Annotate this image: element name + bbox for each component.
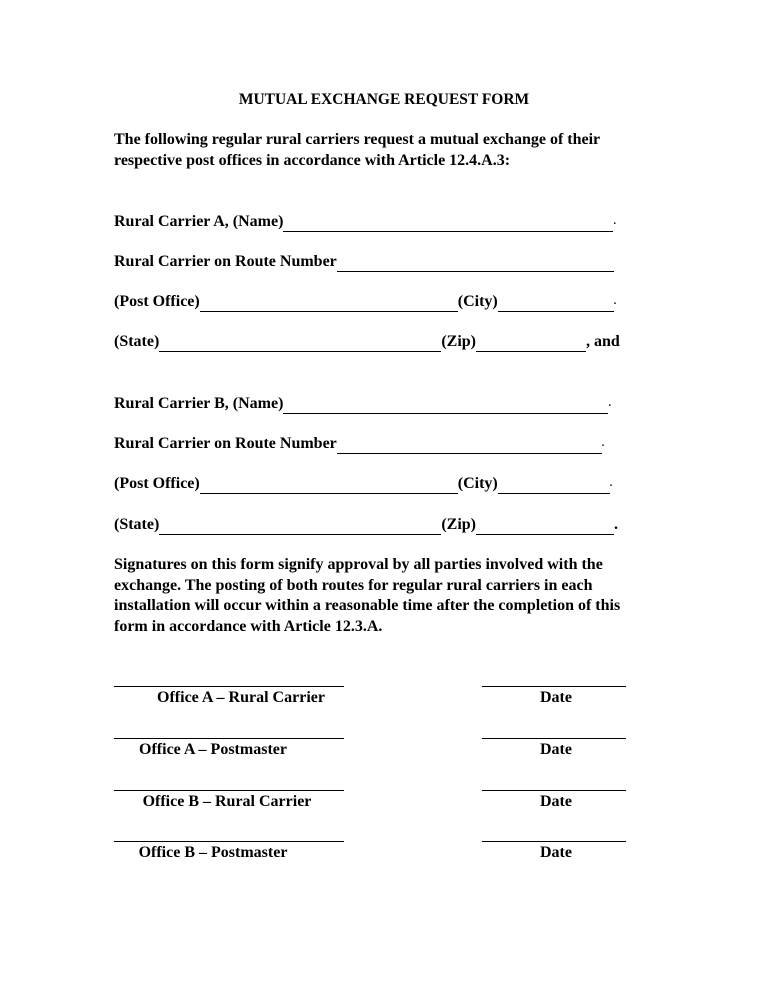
office-b-carrier-date-label: Date	[540, 793, 572, 810]
carrier-b-state-field[interactable]	[159, 519, 441, 535]
carrier-a-end-text: , and	[585, 333, 620, 350]
office-b-postmaster-label: Office B – Postmaster	[138, 844, 288, 861]
carrier-b-zip-label: (Zip)	[441, 516, 476, 533]
carrier-a-route-row	[114, 252, 614, 272]
field-end-dot: .	[609, 478, 613, 489]
carrier-a-name-label: Rural Carrier A, (Name)	[114, 213, 284, 230]
office-a-carrier-label: Office A – Rural Carrier	[157, 689, 325, 706]
carrier-a-post-office-field[interactable]	[200, 296, 458, 312]
carrier-b-post-office-field[interactable]	[200, 478, 458, 494]
carrier-b-state-label: (State)	[114, 516, 160, 533]
carrier-a-state-field[interactable]	[159, 336, 441, 352]
carrier-b-route-row	[114, 434, 604, 454]
office-b-carrier-date-line[interactable]	[482, 790, 626, 791]
office-a-carrier-date-line[interactable]	[482, 686, 626, 687]
office-a-postmaster-label: Office A – Postmaster	[139, 741, 287, 758]
office-b-carrier-label: Office B – Rural Carrier	[142, 793, 312, 810]
office-a-carrier-date-label: Date	[540, 689, 572, 706]
carrier-b-post-office-row	[114, 474, 612, 494]
office-a-postmaster-date-line[interactable]	[482, 738, 626, 739]
field-end-dot: .	[601, 438, 605, 449]
carrier-b-name-field[interactable]	[283, 398, 608, 414]
carrier-a-zip-field[interactable]	[476, 336, 586, 352]
office-b-carrier-signature-line[interactable]	[114, 790, 344, 791]
field-end-dot: .	[613, 296, 617, 307]
form-title: MUTUAL EXCHANGE REQUEST FORM	[238, 91, 530, 108]
carrier-a-name-row	[114, 212, 616, 232]
carrier-a-name-field[interactable]	[283, 216, 613, 232]
carrier-b-route-label: Rural Carrier on Route Number	[114, 435, 337, 452]
office-a-carrier-signature-line[interactable]	[114, 686, 344, 687]
carrier-b-name-row	[114, 394, 611, 414]
carrier-b-zip-field[interactable]	[476, 519, 614, 535]
carrier-b-post-office-label: (Post Office)	[114, 475, 200, 492]
office-b-postmaster-date-label: Date	[540, 844, 572, 861]
signature-note-paragraph: Signatures on this form signify approval by all parties involved with the exchange. The posting of both routes for regular rural carriers in each installation will occur within a reasonable time after the completion of this form in accordance with Article 12.3.A.	[114, 556, 621, 635]
carrier-b-name-label: Rural Carrier B, (Name)	[114, 395, 284, 412]
carrier-a-route-label: Rural Carrier on Route Number	[114, 253, 337, 270]
intro-paragraph: The following regular rural carriers request a mutual exchange of their respective post offices in accordance with Article 12.4.A.3:	[114, 131, 600, 169]
field-end-dot: .	[608, 398, 611, 409]
carrier-b-route-field[interactable]	[337, 438, 602, 454]
office-a-postmaster-signature-line[interactable]	[114, 738, 344, 739]
field-end-dot: .	[613, 216, 616, 227]
office-b-postmaster-signature-line[interactable]	[114, 841, 344, 842]
carrier-b-city-label: (City)	[457, 475, 498, 492]
carrier-a-post-office-label: (Post Office)	[114, 293, 200, 310]
carrier-a-state-row	[114, 332, 620, 352]
office-b-postmaster-date-line[interactable]	[482, 841, 626, 842]
carrier-b-city-field[interactable]	[498, 478, 610, 494]
carrier-a-state-label: (State)	[114, 333, 160, 350]
carrier-a-zip-label: (Zip)	[441, 333, 476, 350]
carrier-a-route-field[interactable]	[337, 256, 614, 272]
office-a-postmaster-date-label: Date	[540, 741, 572, 758]
carrier-b-state-row	[114, 515, 618, 535]
carrier-a-city-field[interactable]	[498, 296, 614, 312]
carrier-b-end-text: .	[613, 516, 618, 533]
carrier-a-city-label: (City)	[457, 293, 498, 310]
carrier-a-post-office-row	[114, 292, 616, 312]
